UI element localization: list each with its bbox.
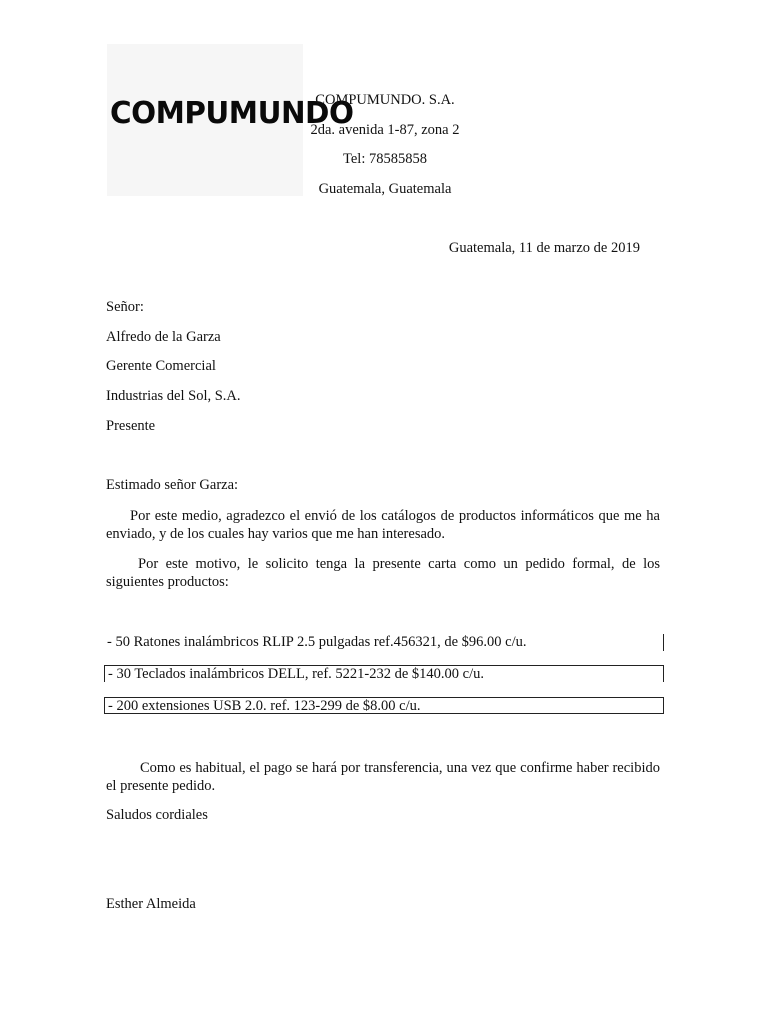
company-city: Guatemala, Guatemala bbox=[318, 181, 452, 197]
greeting: Estimado señor Garza: bbox=[106, 477, 239, 493]
letter-date: Guatemala, 11 de marzo de 2019 bbox=[448, 240, 640, 256]
order-item-3: - 200 extensiones USB 2.0. ref. 123-299 de $8.00 c/u. bbox=[104, 697, 664, 714]
recipient-name: Alfredo de la Garza bbox=[106, 329, 221, 345]
closing: Saludos cordiales bbox=[106, 807, 208, 823]
company-address: 2da. avenida 1-87, zona 2 bbox=[310, 122, 460, 138]
paragraph-3: Como es habitual, el pago se hará por transferencia, una vez que confirme haber recibido el presente pedido. bbox=[106, 760, 660, 794]
company-name: COMPUMUNDO. S.A. bbox=[315, 92, 455, 108]
paragraph-1: Por este medio, agradezco el envió de los catálogos de productos informáticos que me ha enviado, y de los cuales hay varios que me han interesado. bbox=[106, 508, 660, 542]
company-phone: Tel: 78585858 bbox=[343, 151, 427, 167]
paragraph-2: Por este motivo, le solicito tenga la presente carta como un pedido formal, de los siguientes productos: bbox=[106, 556, 660, 590]
recipient-salutation: Señor: bbox=[106, 299, 144, 315]
company-logo bbox=[107, 44, 354, 196]
recipient-title: Gerente Comercial bbox=[106, 358, 216, 374]
recipient-presente: Presente bbox=[106, 418, 156, 434]
order-item-1: - 50 Ratones inalámbricos RLIP 2.5 pulgadas ref.456321, de $96.00 c/u. bbox=[104, 634, 664, 651]
order-item-2: - 30 Teclados inalámbricos DELL, ref. 5221-232 de $140.00 c/u. bbox=[104, 665, 664, 682]
signature: Esther Almeida bbox=[106, 896, 196, 912]
logo-text: COMPUMUNDO bbox=[110, 96, 354, 131]
recipient-company: Industrias del Sol, S.A. bbox=[106, 388, 241, 404]
